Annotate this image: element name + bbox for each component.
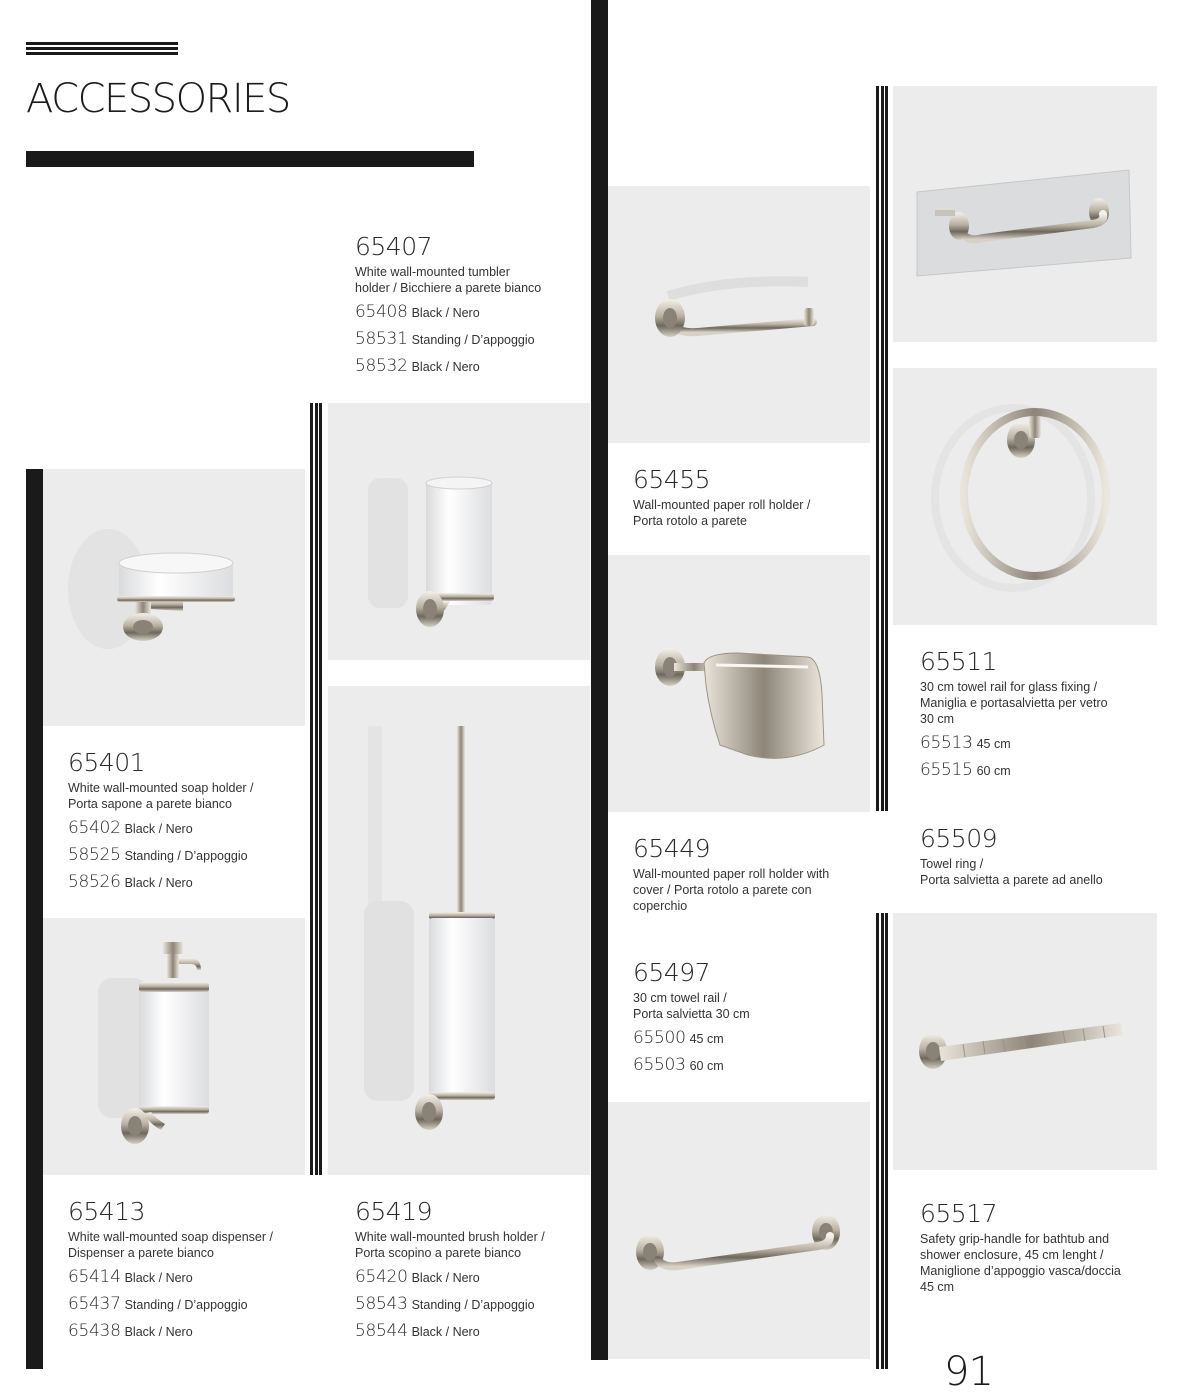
product-65401 <box>68 748 304 893</box>
product-image-soap-dispenser <box>43 918 305 1175</box>
product-code: 65511 <box>920 647 998 676</box>
product-image-glass-towel-rail <box>893 86 1157 342</box>
product-image-soap-holder <box>43 469 305 726</box>
variant: 65414 Black / Nero <box>68 1267 193 1287</box>
triple-rule-a <box>310 403 322 1175</box>
variant: 58544 Black / Nero <box>355 1321 480 1341</box>
product-code: 65449 <box>633 834 711 863</box>
product-code: 65413 <box>68 1197 146 1226</box>
variant: 58543 Standing / D’appoggio <box>355 1294 535 1314</box>
variant: 65437 Standing / D’appoggio <box>68 1294 248 1314</box>
product-code: 65497 <box>633 958 711 987</box>
header-thick-rule <box>26 151 474 167</box>
variant: 58526 Black / Nero <box>68 872 193 892</box>
product-65497 <box>633 958 869 1076</box>
variant: 65513 45 cm <box>920 733 1011 753</box>
variant: 58532 Black / Nero <box>355 356 480 376</box>
product-image-tumbler-holder <box>328 403 590 660</box>
product-image-paper-roll-cover <box>608 555 870 812</box>
product-65511 <box>920 647 1160 781</box>
product-description: White wall-mounted tumbler holder / Bicchiere a parete bianco <box>355 265 542 295</box>
variant: 65408 Black / Nero <box>355 302 480 322</box>
product-65455 <box>633 465 869 529</box>
product-65509 <box>920 824 1160 888</box>
product-65407 <box>355 232 591 377</box>
product-description: 30 cm towel rail for glass fixing / Maniglia e portasalvietta per vetro 30 cm <box>920 680 1108 726</box>
product-code: 65517 <box>920 1199 998 1228</box>
product-image-towel-rail <box>608 1102 870 1359</box>
product-image-towel-ring <box>893 368 1157 625</box>
page-title: ACCESSORIES <box>26 76 290 122</box>
center-divider-bar <box>591 0 608 1360</box>
variant: 65402 Black / Nero <box>68 818 193 838</box>
triple-rule-b <box>876 86 888 811</box>
variant: 65500 45 cm <box>633 1028 724 1048</box>
product-code: 65407 <box>355 232 433 261</box>
product-description: 30 cm towel rail / Porta salvietta 30 cm <box>633 991 750 1021</box>
product-image-safety-grip-handle <box>893 913 1157 1170</box>
product-65413 <box>68 1197 308 1342</box>
product-code: 65455 <box>633 465 711 494</box>
product-65449 <box>633 834 873 914</box>
left-edge-bar <box>26 469 43 1369</box>
product-code: 65419 <box>355 1197 433 1226</box>
triple-rule-c <box>876 913 888 1369</box>
header-double-rule <box>26 42 178 54</box>
product-description: Wall-mounted paper roll holder with cover / Porta rotolo a parete con coperchio <box>633 867 830 913</box>
product-description: Safety grip-handle for bathtub and shower enclosure, 45 cm lenght / Maniglione d’appoggio vasca/doccia 45 cm <box>920 1232 1121 1294</box>
product-description: Wall-mounted paper roll holder / Porta rotolo a parete <box>633 498 811 528</box>
variant: 65503 60 cm <box>633 1055 724 1075</box>
variant: 58531 Standing / D’appoggio <box>355 329 535 349</box>
product-description: Towel ring / Porta salvietta a parete ad anello <box>920 857 1103 887</box>
product-65419 <box>355 1197 591 1342</box>
variant: 65438 Black / Nero <box>68 1321 193 1341</box>
variant: 65515 60 cm <box>920 760 1011 780</box>
product-description: White wall-mounted soap holder / Porta sapone a parete bianco <box>68 781 254 811</box>
product-image-brush-holder <box>328 686 590 1175</box>
product-image-paper-roll-holder <box>608 186 870 443</box>
product-description: White wall-mounted brush holder / Porta scopino a parete bianco <box>355 1230 545 1260</box>
page-number: 91 <box>944 1349 993 1395</box>
product-code: 65401 <box>68 748 146 777</box>
product-65517 <box>920 1199 1160 1295</box>
variant: 65420 Black / Nero <box>355 1267 480 1287</box>
product-description: White wall-mounted soap dispenser / Dispenser a parete bianco <box>68 1230 273 1260</box>
variant: 58525 Standing / D’appoggio <box>68 845 248 865</box>
product-code: 65509 <box>920 824 998 853</box>
